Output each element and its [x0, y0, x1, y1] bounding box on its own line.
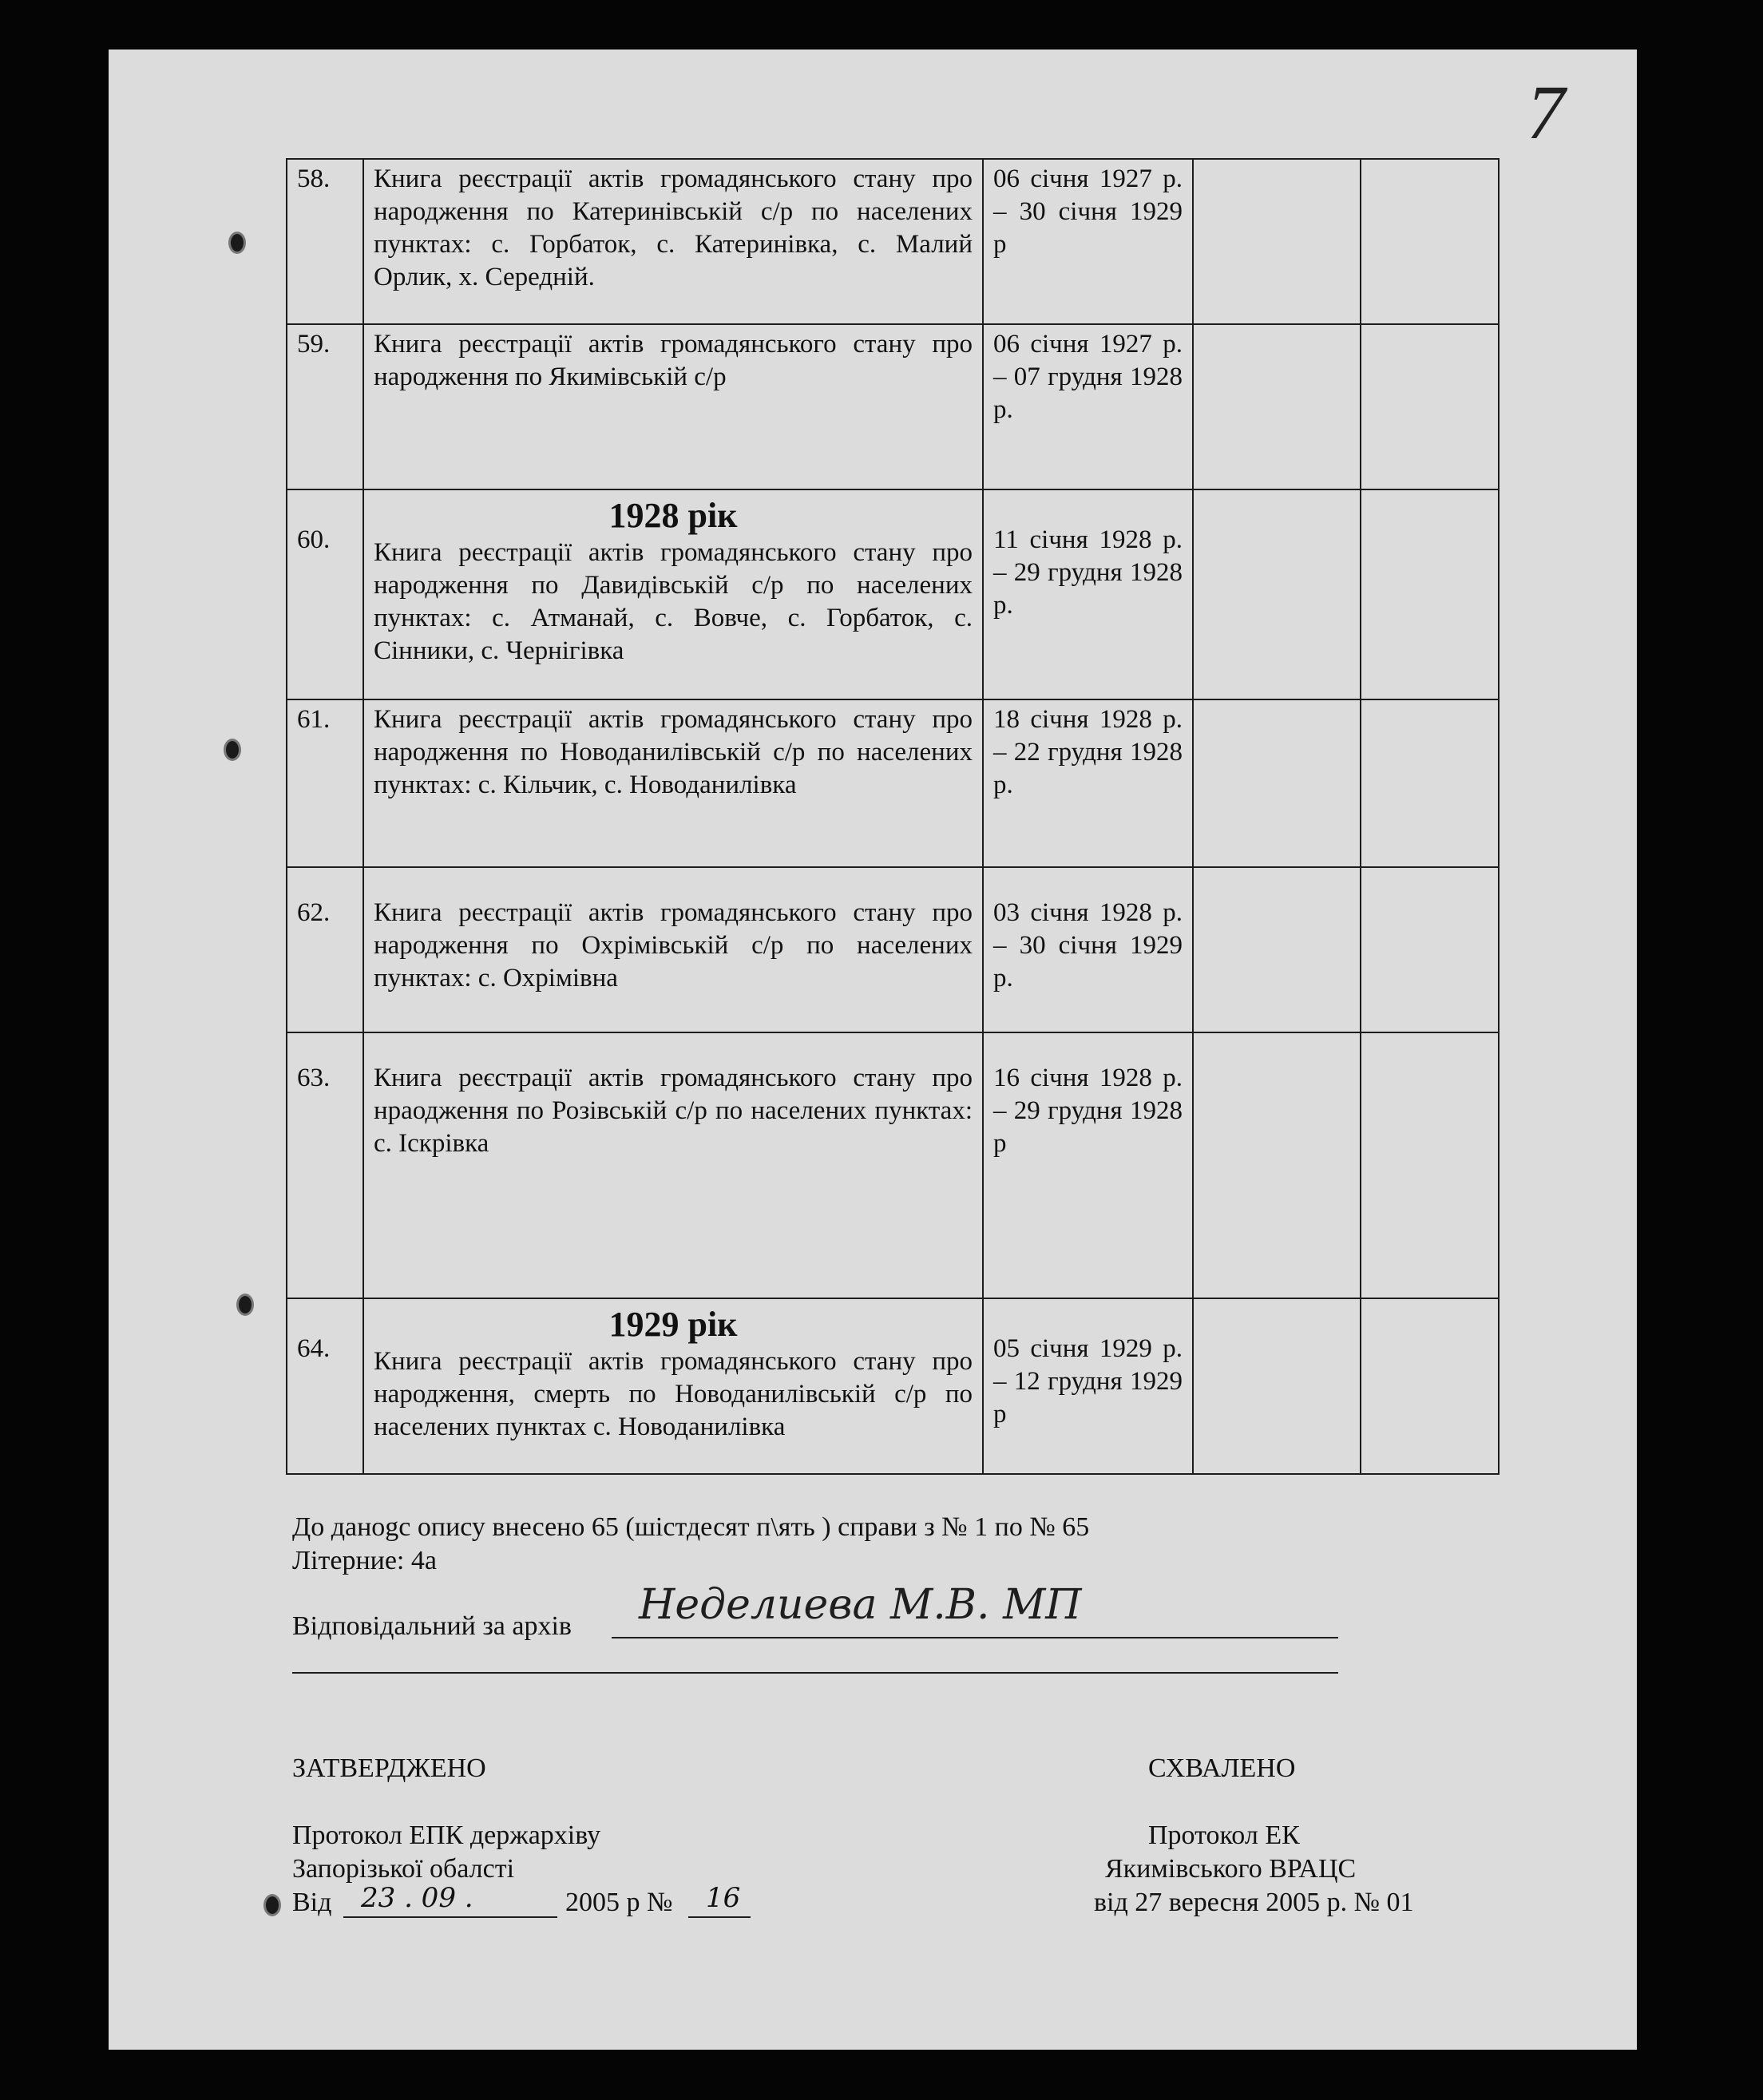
row-dates: 05 січня 1929 р. – 12 грудня 1929 р [983, 1298, 1193, 1474]
year-heading: 1928 рік [608, 496, 738, 535]
punch-hole-icon [236, 1294, 254, 1316]
row-title: Книга реєстрації актів громадянського стану про нраодження по Розівській с/р по населених пунктах: с. Іскрівка [363, 1032, 983, 1298]
empty-cell [1361, 159, 1499, 324]
approved-line-2: Запорізької обалсті [292, 1854, 515, 1884]
empty-cell [1193, 699, 1361, 867]
approved-date-line [343, 1916, 557, 1918]
empty-cell [1193, 1032, 1361, 1298]
endorsed-line-3: від 27 вересня 2005 р. № 01 [1094, 1888, 1414, 1917]
empty-cell [1193, 159, 1361, 324]
endorsed-line-1: Протокол ЕК [1148, 1821, 1300, 1850]
signature-line-2 [292, 1672, 1338, 1674]
responsible-label: Відповідальний за архів [292, 1611, 572, 1641]
handwritten-signature: Неделиева М.В. МП [639, 1581, 1082, 1629]
empty-cell [1361, 867, 1499, 1032]
row-dates: 16 січня 1928 р. – 29 грудня 1928 р [983, 1032, 1193, 1298]
row-title: Книга реєстрації актів громадянського стану про народження по Новоданилівській с/р по населених пунктах: с. Кільчик, с. Новоданилівка [363, 699, 983, 867]
empty-cell [1361, 1032, 1499, 1298]
approved-date: 23 . 09 . [361, 1882, 473, 1914]
row-number: 63. [287, 1032, 363, 1298]
empty-cell [1361, 489, 1499, 699]
table-row [287, 489, 1499, 699]
approved-year: 2005 р № [565, 1888, 673, 1917]
empty-cell [1193, 867, 1361, 1032]
row-number: 58. [287, 159, 363, 324]
row-dates: 06 січня 1927 р. – 07 грудня 1928 р. [983, 324, 1193, 489]
row-dates: 03 січня 1928 р. – 30 січня 1929 р. [983, 867, 1193, 1032]
approved-number-line [688, 1916, 751, 1918]
row-number: 60. [287, 489, 363, 699]
approved-heading: ЗАТВЕРДЖЕНО [292, 1753, 486, 1783]
signature-line [612, 1637, 1338, 1638]
punch-hole-icon [263, 1894, 281, 1916]
endorsed-heading: СХВАЛЕНО [1148, 1753, 1296, 1783]
row-dates: 11 січня 1928 р. – 29 грудня 1928 р. [983, 489, 1193, 699]
row-title: Книга реєстрації актів громадянського стану про народження по Давидівській с/р по населених пунктах: с. Атманай, с. Вовче, с. Горбаток, с. Сінники, с. Чернігівка [374, 538, 973, 665]
table-row [287, 1298, 1499, 1474]
table-row [287, 867, 1499, 1032]
row-dates: 18 січня 1928 р. – 22 грудня 1928 р. [983, 699, 1193, 867]
table-row [287, 1032, 1499, 1298]
empty-cell [1193, 1298, 1361, 1474]
row-cell [363, 489, 983, 699]
summary-line-1: До данogc опису внесено 65 (шістдесят п\ять ) справи з № 1 по № 65 [292, 1512, 1090, 1542]
table-row [287, 324, 1499, 489]
year-heading: 1929 рік [608, 1305, 738, 1344]
approved-line-1: Протокол ЕПК держархіву [292, 1821, 601, 1850]
empty-cell [1361, 324, 1499, 489]
approved-from-label: Від [292, 1888, 332, 1917]
row-number: 62. [287, 867, 363, 1032]
empty-cell [1361, 699, 1499, 867]
row-dates: 06 січня 1927 р. – 30 січня 1929 р [983, 159, 1193, 324]
summary-line-2: Літерние: 4а [292, 1546, 437, 1575]
row-number: 61. [287, 699, 363, 867]
row-cell [363, 1298, 983, 1474]
row-title: Книга реєстрації актів громадянського стану про народження по Катеринівській с/р по населених пунктах: с. Горбаток, с. Катеринівка, с. Малий Орлик, х. Середній. [363, 159, 983, 324]
row-number: 59. [287, 324, 363, 489]
approved-number: 16 [706, 1882, 741, 1914]
table-row [287, 159, 1499, 324]
row-title: Книга реєстрації актів громадянського стану про народження по Якимівській с/р [363, 324, 983, 489]
endorsed-line-2: Якимівського ВРАЦС [1105, 1854, 1357, 1884]
page-number: 7 [1527, 69, 1565, 155]
empty-cell [1193, 324, 1361, 489]
punch-hole-icon [224, 739, 241, 761]
empty-cell [1361, 1298, 1499, 1474]
table-row [287, 699, 1499, 867]
row-title: Книга реєстрації актів громадянського стану про народження по Охрімівській с/р по населених пунктах: с. Охрімівна [363, 867, 983, 1032]
row-title: Книга реєстрації актів громадянського стану про народження, смерть по Новоданилівській с/р по населених пунктах с. Новоданилівка [374, 1347, 973, 1441]
empty-cell [1193, 489, 1361, 699]
row-number: 64. [287, 1298, 363, 1474]
inventory-table [286, 158, 1500, 1475]
punch-hole-icon [228, 232, 246, 254]
